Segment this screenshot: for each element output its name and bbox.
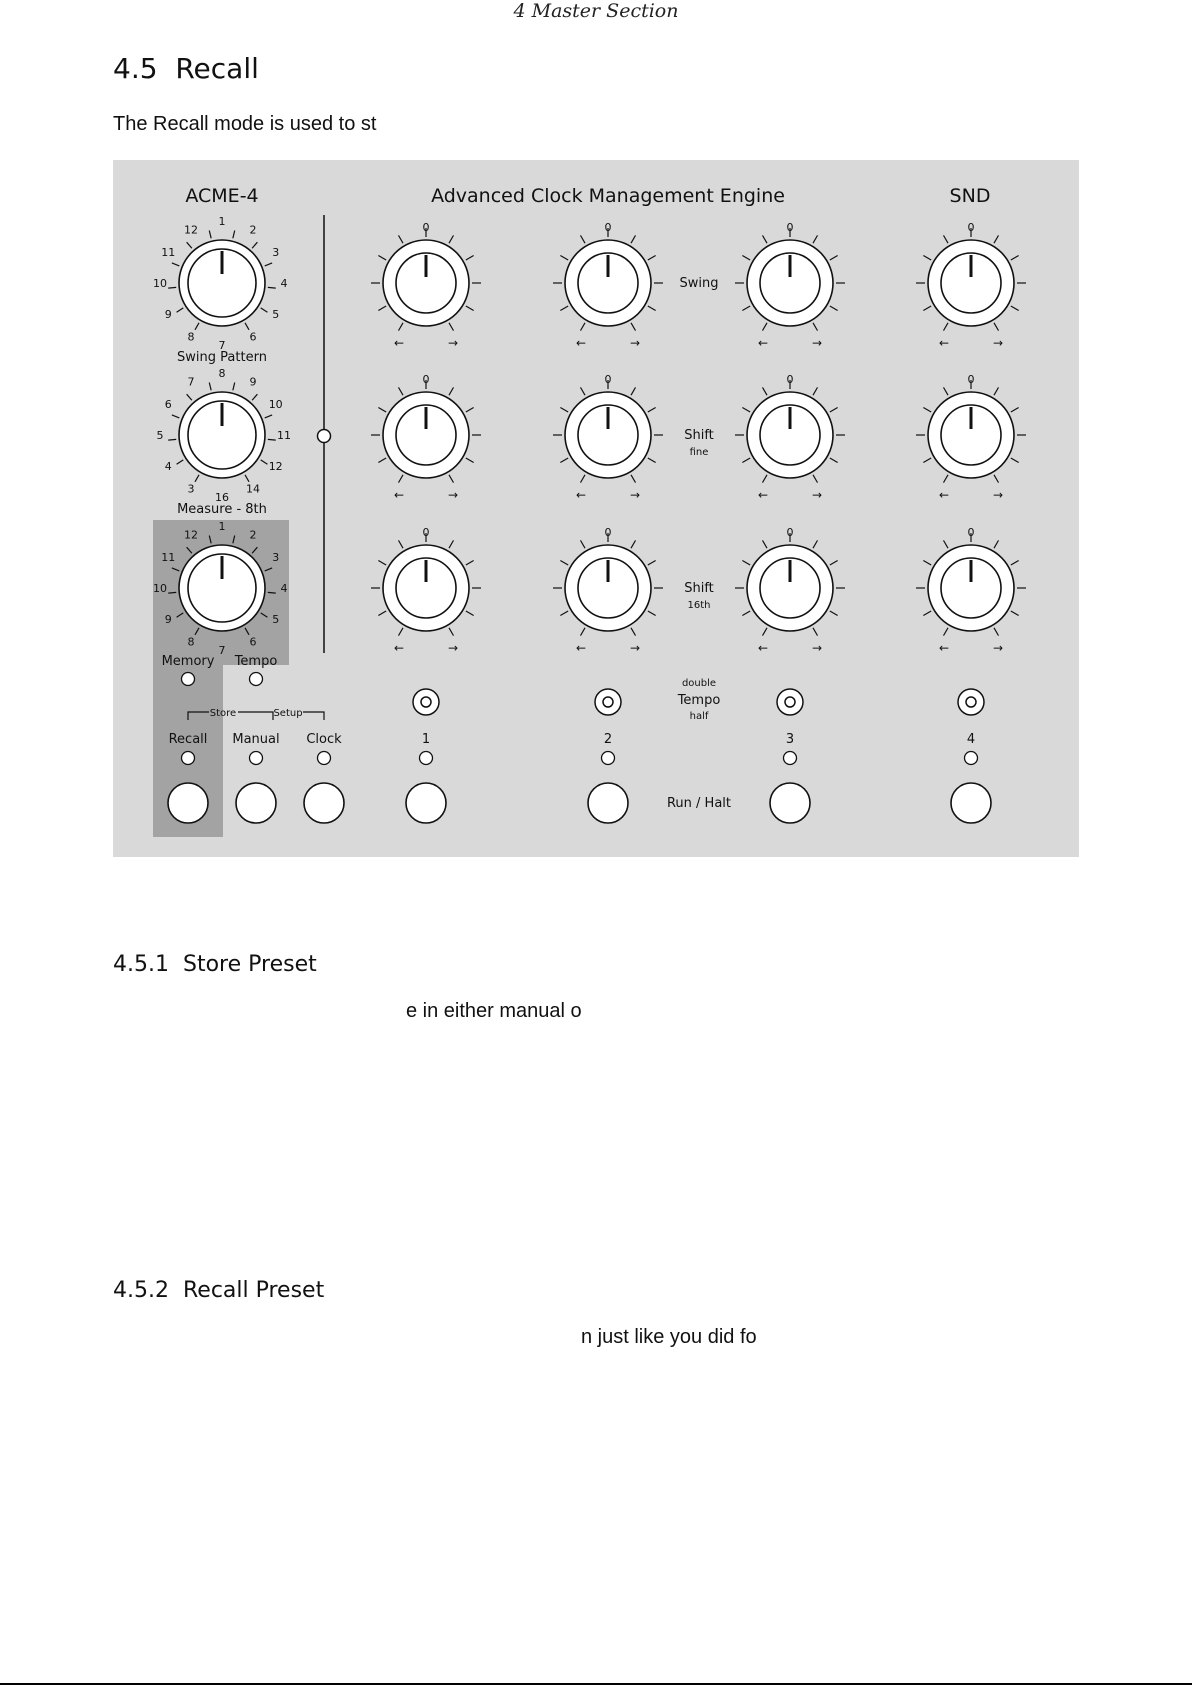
svg-text:8: 8 [218, 367, 226, 380]
channel-4-row-2-knob-arrow-left: ← [938, 488, 950, 502]
running-header: 4 Master Section [513, 0, 679, 22]
channel-4-row-3-knob-zero: 0 [967, 526, 975, 539]
manual-label: Manual [232, 732, 280, 747]
channel-1-row-2-knob-arrow-right: → [447, 488, 459, 502]
measure-label: Measure - 8th [177, 502, 267, 517]
channel-3-row-1-knob-zero: 0 [786, 221, 794, 234]
channel-1-row-1-knob-arrow-right: → [447, 336, 459, 350]
svg-text:1: 1 [218, 520, 226, 533]
svg-text:10: 10 [268, 398, 283, 411]
channel-4-row-1-knob-zero: 0 [967, 221, 975, 234]
svg-text:1: 1 [218, 215, 226, 228]
row-label-shift-16th-sub: 16th [687, 600, 711, 611]
channel-2-row-2-knob-arrow-left: ← [575, 488, 587, 502]
channel-3-led [784, 752, 797, 765]
svg-text:9: 9 [164, 308, 172, 321]
channel-1-row-3-knob[interactable] [371, 533, 481, 636]
channel-3-row-1-knob-arrow-right: → [811, 336, 823, 350]
recall-button[interactable] [168, 783, 208, 823]
channel-1-row-2-knob-zero: 0 [422, 373, 430, 386]
channel-2-row-2-knob-zero: 0 [604, 373, 612, 386]
svg-text:14: 14 [246, 482, 260, 496]
channel-1-row-2-knob[interactable] [371, 380, 481, 483]
store-label: Store [209, 708, 237, 719]
svg-text:9: 9 [249, 375, 257, 389]
tempo-button-1[interactable] [413, 689, 439, 715]
svg-text:9: 9 [164, 613, 172, 626]
svg-text:2: 2 [249, 223, 257, 237]
clock-led [318, 752, 331, 765]
svg-text:10: 10 [153, 582, 167, 595]
channel-4-row-3-knob-arrow-left: ← [938, 641, 950, 655]
channel-3-row-2-knob[interactable] [735, 380, 845, 483]
channel-2-label: 2 [603, 732, 613, 747]
section-heading [113, 52, 259, 85]
svg-text:12: 12 [184, 223, 198, 237]
channel-1-row-1-knob-arrow-left: ← [393, 336, 405, 350]
svg-text:5: 5 [272, 308, 280, 321]
svg-text:2: 2 [249, 528, 257, 542]
svg-text:11: 11 [161, 246, 176, 259]
channel-2-row-3-knob[interactable] [553, 533, 663, 636]
tempo-button-4[interactable] [958, 689, 984, 715]
channel-2-led [602, 752, 615, 765]
svg-text:8: 8 [187, 330, 195, 344]
channel-4-row-2-knob-arrow-right: → [992, 488, 1004, 502]
channel-1-row-3-knob-zero: 0 [422, 526, 430, 539]
subsection-heading-store [113, 952, 317, 977]
channel-4-row-2-knob-zero: 0 [967, 373, 975, 386]
channel-2-row-3-knob-zero: 0 [604, 526, 612, 539]
subsection-title: Store Preset [182, 952, 317, 977]
channel-4-row-2-knob[interactable] [916, 380, 1026, 483]
manual-led [250, 752, 263, 765]
channel-1-led [420, 752, 433, 765]
svg-text:6: 6 [164, 398, 172, 411]
channel-3-row-2-knob-arrow-left: ← [757, 488, 769, 502]
row-label-swing: Swing [679, 276, 719, 291]
section-intro: The Recall mode is used to st [113, 113, 377, 135]
channel-3-row-3-knob-arrow-right: → [811, 641, 823, 655]
channel-1-row-2-knob-arrow-left: ← [393, 488, 405, 502]
clock-label: Clock [306, 732, 342, 747]
channel-2-row-3-knob-arrow-left: ← [575, 641, 587, 655]
channel-1-label: 1 [421, 732, 431, 747]
clock-button[interactable] [304, 783, 344, 823]
snd-label: SND [949, 185, 991, 207]
svg-text:7: 7 [187, 375, 195, 389]
svg-text:3: 3 [272, 551, 280, 564]
svg-text:4: 4 [280, 582, 288, 595]
channel-2-row-1-knob-zero: 0 [604, 221, 612, 234]
svg-text:8: 8 [187, 635, 195, 649]
memory-led [182, 673, 195, 686]
tempo-led [250, 673, 263, 686]
channel-1-button[interactable] [406, 783, 446, 823]
channel-2-button[interactable] [588, 783, 628, 823]
subsection-number: 4.5.1 [113, 952, 169, 977]
channel-3-button[interactable] [770, 783, 810, 823]
channel-2-row-2-knob[interactable] [553, 380, 663, 483]
channel-4-row-3-knob-arrow-right: → [992, 641, 1004, 655]
svg-text:4: 4 [280, 277, 288, 290]
section-number: 4.5 [113, 52, 158, 85]
run-halt-label: Run / Halt [666, 796, 732, 811]
row-label-shift-fine: Shift [684, 428, 714, 443]
channel-3-row-2-knob-arrow-right: → [811, 488, 823, 502]
measure-knob[interactable] [157, 367, 292, 504]
channel-3-row-2-knob-zero: 0 [786, 373, 794, 386]
mode-slider[interactable] [318, 430, 331, 443]
channel-1-row-3-knob-arrow-right: → [447, 641, 459, 655]
channel-4-row-1-knob[interactable] [916, 228, 1026, 331]
row-label-shift-16th: Shift [684, 581, 714, 596]
svg-text:12: 12 [184, 528, 198, 542]
subsection-number: 4.5.2 [113, 1278, 169, 1303]
recall-led [182, 752, 195, 765]
channel-1-row-3-knob-arrow-left: ← [393, 641, 405, 655]
swing-pattern-label: Swing Pattern [177, 350, 267, 365]
subsection-text-recall: n just like you did fo [581, 1326, 757, 1348]
svg-text:6: 6 [249, 635, 257, 649]
svg-text:16: 16 [215, 491, 229, 504]
svg-text:7: 7 [218, 644, 226, 657]
recall-label: Recall [168, 732, 208, 747]
panel-drawing [113, 160, 1079, 857]
panel-title: Advanced Clock Management Engine [431, 185, 785, 207]
tempo-button-2[interactable] [595, 689, 621, 715]
svg-text:10: 10 [153, 277, 167, 290]
tempo-label: Tempo [234, 654, 278, 669]
channel-3-row-1-knob-arrow-left: ← [757, 336, 769, 350]
channel-2-row-2-knob-arrow-right: → [629, 488, 641, 502]
channel-2-row-3-knob-arrow-right: → [629, 641, 641, 655]
channel-3-row-3-knob[interactable] [735, 533, 845, 636]
subsection-heading-recall [113, 1278, 324, 1303]
tempo-half-label: half [689, 711, 709, 722]
channel-4-row-3-knob[interactable] [916, 533, 1026, 636]
swing-pattern-knob[interactable] [153, 215, 288, 352]
svg-text:12: 12 [268, 460, 283, 473]
channel-3-row-3-knob-arrow-left: ← [757, 641, 769, 655]
tempo-double-label: double [681, 678, 717, 689]
channel-1-row-1-knob-zero: 0 [422, 221, 430, 234]
svg-text:7: 7 [218, 339, 226, 352]
row-label-shift-fine-sub: fine [689, 447, 709, 458]
subsection-text-store: e in either manual o [406, 1000, 582, 1022]
channel-4-button[interactable] [951, 783, 991, 823]
memory-label: Memory [161, 654, 215, 669]
setup-label: Setup [273, 708, 303, 719]
channel-2-row-1-knob-arrow-right: → [629, 336, 641, 350]
manual-button[interactable] [236, 783, 276, 823]
channel-4-row-1-knob-arrow-right: → [992, 336, 1004, 350]
svg-text:11: 11 [161, 551, 176, 564]
channel-2-row-1-knob[interactable] [553, 228, 663, 331]
channel-3-row-3-knob-zero: 0 [786, 526, 794, 539]
brand-label: ACME-4 [185, 185, 259, 207]
channel-2-row-1-knob-arrow-left: ← [575, 336, 587, 350]
svg-text:11: 11 [277, 429, 291, 442]
tempo-row-label: Tempo [677, 693, 721, 708]
svg-text:4: 4 [164, 460, 172, 473]
channel-1-row-1-knob[interactable] [371, 228, 481, 331]
svg-text:5: 5 [156, 429, 164, 442]
setup-bracket [303, 712, 324, 720]
subsection-title: Recall Preset [182, 1278, 325, 1303]
channel-3-label: 3 [785, 732, 795, 747]
store-setup-bracket [238, 712, 273, 720]
acme4-panel-figure [113, 160, 1079, 857]
channel-4-label: 4 [966, 732, 976, 747]
channel-3-row-1-knob[interactable] [735, 228, 845, 331]
tempo-button-3[interactable] [777, 689, 803, 715]
channel-4-led [965, 752, 978, 765]
svg-text:3: 3 [187, 482, 195, 496]
svg-text:5: 5 [272, 613, 280, 626]
channel-4-row-1-knob-arrow-left: ← [938, 336, 950, 350]
svg-text:6: 6 [249, 330, 257, 344]
section-title: Recall [175, 52, 259, 85]
svg-text:3: 3 [272, 246, 280, 259]
